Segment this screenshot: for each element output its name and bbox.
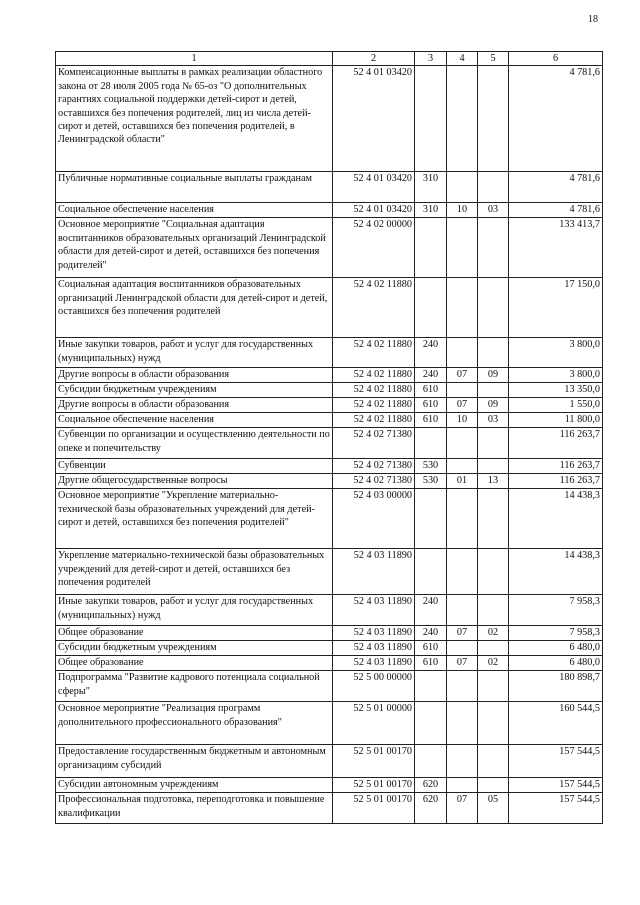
row-expense-type: 240 xyxy=(415,595,447,626)
row-amount: 14 438,3 xyxy=(509,549,603,595)
table-row xyxy=(56,626,603,641)
column-header-2: 2 xyxy=(333,52,415,66)
budget-table xyxy=(55,51,603,824)
table-row xyxy=(56,702,603,745)
row-amount: 116 263,7 xyxy=(509,474,603,489)
row-subsection: 03 xyxy=(478,413,509,428)
table-row xyxy=(56,413,603,428)
row-section xyxy=(447,595,478,626)
row-subsection xyxy=(478,702,509,745)
row-name: Иные закупки товаров, работ и услуг для государственных (муниципальных) нужд xyxy=(56,338,333,368)
row-target-code: 52 4 01 03420 xyxy=(333,172,415,203)
row-section: 10 xyxy=(447,413,478,428)
row-target-code: 52 4 03 11890 xyxy=(333,626,415,641)
row-target-code: 52 4 02 11880 xyxy=(333,278,415,338)
row-amount: 11 800,0 xyxy=(509,413,603,428)
table-row xyxy=(56,778,603,793)
row-amount: 6 480,0 xyxy=(509,641,603,656)
row-section xyxy=(447,671,478,702)
row-section: 01 xyxy=(447,474,478,489)
table-body xyxy=(56,66,603,824)
row-subsection xyxy=(478,459,509,474)
row-amount: 133 413,7 xyxy=(509,218,603,278)
row-subsection xyxy=(478,671,509,702)
row-subsection xyxy=(478,549,509,595)
row-target-code: 52 4 03 11890 xyxy=(333,549,415,595)
row-amount: 157 544,5 xyxy=(509,778,603,793)
table-row xyxy=(56,459,603,474)
page-number: 18 xyxy=(588,14,598,25)
row-name: Основное мероприятие "Социальная адаптация воспитанников образовательных организаций Ленинградской области для детей-сирот и детей, оставшихся без попечения родителей" xyxy=(56,218,333,278)
table-row xyxy=(56,656,603,671)
row-name: Предоставление государственным бюджетным и автономным организациям субсидий xyxy=(56,745,333,778)
row-subsection xyxy=(478,595,509,626)
row-expense-type: 530 xyxy=(415,474,447,489)
row-subsection: 09 xyxy=(478,368,509,383)
table-row xyxy=(56,428,603,459)
row-subsection: 02 xyxy=(478,626,509,641)
table-row xyxy=(56,641,603,656)
row-section xyxy=(447,172,478,203)
row-name: Укрепление материально-технической базы образовательных учреждений для детей-сирот и детей, оставшихся без попечения родителей xyxy=(56,549,333,595)
row-amount: 7 958,3 xyxy=(509,626,603,641)
row-expense-type: 620 xyxy=(415,793,447,824)
column-header-4: 4 xyxy=(447,52,478,66)
row-subsection xyxy=(478,383,509,398)
row-subsection: 02 xyxy=(478,656,509,671)
column-header-6: 6 xyxy=(509,52,603,66)
row-amount: 4 781,6 xyxy=(509,203,603,218)
row-target-code: 52 4 02 11880 xyxy=(333,338,415,368)
row-expense-type: 610 xyxy=(415,656,447,671)
table-row xyxy=(56,203,603,218)
row-section xyxy=(447,383,478,398)
table-row xyxy=(56,66,603,172)
row-target-code: 52 4 02 11880 xyxy=(333,368,415,383)
row-section xyxy=(447,641,478,656)
row-expense-type xyxy=(415,66,447,172)
row-name: Другие вопросы в области образования xyxy=(56,368,333,383)
row-expense-type: 530 xyxy=(415,459,447,474)
row-amount: 13 350,0 xyxy=(509,383,603,398)
row-section: 07 xyxy=(447,368,478,383)
row-name: Социальное обеспечение населения xyxy=(56,413,333,428)
row-subsection xyxy=(478,428,509,459)
row-amount: 157 544,5 xyxy=(509,745,603,778)
row-expense-type: 610 xyxy=(415,413,447,428)
row-amount: 6 480,0 xyxy=(509,656,603,671)
row-target-code: 52 4 02 71380 xyxy=(333,459,415,474)
row-target-code: 52 4 03 11890 xyxy=(333,656,415,671)
row-target-code: 52 4 02 11880 xyxy=(333,413,415,428)
row-target-code: 52 5 01 00000 xyxy=(333,702,415,745)
row-subsection: 09 xyxy=(478,398,509,413)
row-expense-type xyxy=(415,428,447,459)
row-subsection xyxy=(478,338,509,368)
row-amount: 4 781,6 xyxy=(509,172,603,203)
row-expense-type: 310 xyxy=(415,172,447,203)
row-amount: 7 958,3 xyxy=(509,595,603,626)
table-row xyxy=(56,549,603,595)
row-section xyxy=(447,428,478,459)
row-section xyxy=(447,218,478,278)
row-expense-type xyxy=(415,278,447,338)
table-row xyxy=(56,671,603,702)
row-section xyxy=(447,549,478,595)
row-section: 07 xyxy=(447,626,478,641)
row-subsection xyxy=(478,641,509,656)
row-section xyxy=(447,489,478,549)
row-name: Основное мероприятие "Укрепление материально-технической базы образовательных учреждений для детей-сирот и детей, оставшихся без попечения родителей" xyxy=(56,489,333,549)
row-expense-type: 610 xyxy=(415,641,447,656)
row-expense-type xyxy=(415,671,447,702)
row-amount: 116 263,7 xyxy=(509,459,603,474)
row-section xyxy=(447,702,478,745)
row-target-code: 52 4 02 11880 xyxy=(333,383,415,398)
row-amount: 14 438,3 xyxy=(509,489,603,549)
row-subsection: 05 xyxy=(478,793,509,824)
row-expense-type xyxy=(415,745,447,778)
row-name: Другие вопросы в области образования xyxy=(56,398,333,413)
row-amount: 4 781,6 xyxy=(509,66,603,172)
row-section xyxy=(447,778,478,793)
row-section xyxy=(447,278,478,338)
table-row xyxy=(56,793,603,824)
row-expense-type: 620 xyxy=(415,778,447,793)
row-expense-type xyxy=(415,549,447,595)
row-expense-type xyxy=(415,702,447,745)
row-target-code: 52 5 00 00000 xyxy=(333,671,415,702)
row-section: 07 xyxy=(447,656,478,671)
row-subsection xyxy=(478,278,509,338)
row-expense-type: 310 xyxy=(415,203,447,218)
row-subsection xyxy=(478,218,509,278)
row-amount: 17 150,0 xyxy=(509,278,603,338)
row-name: Социальная адаптация воспитанников образовательных организаций Ленинградской области для детей-сирот и детей, оставшихся без попечения родителей xyxy=(56,278,333,338)
row-name: Основное мероприятие "Реализация программ дополнительного профессионального образования" xyxy=(56,702,333,745)
row-target-code: 52 4 02 71380 xyxy=(333,428,415,459)
row-subsection xyxy=(478,172,509,203)
row-name: Субсидии автономным учреждениям xyxy=(56,778,333,793)
row-section xyxy=(447,459,478,474)
row-amount: 157 544,5 xyxy=(509,793,603,824)
row-section: 10 xyxy=(447,203,478,218)
column-header-5: 5 xyxy=(478,52,509,66)
row-target-code: 52 5 01 00170 xyxy=(333,793,415,824)
row-amount: 116 263,7 xyxy=(509,428,603,459)
row-amount: 3 800,0 xyxy=(509,338,603,368)
row-target-code: 52 4 01 03420 xyxy=(333,203,415,218)
row-name: Иные закупки товаров, работ и услуг для государственных (муниципальных) нужд xyxy=(56,595,333,626)
row-expense-type xyxy=(415,489,447,549)
row-target-code: 52 4 03 00000 xyxy=(333,489,415,549)
row-amount: 160 544,5 xyxy=(509,702,603,745)
column-header-3: 3 xyxy=(415,52,447,66)
row-name: Субсидии бюджетным учреждениям xyxy=(56,641,333,656)
column-header-1: 1 xyxy=(56,52,333,66)
row-subsection xyxy=(478,66,509,172)
row-name: Профессиональная подготовка, переподготовка и повышение квалификации xyxy=(56,793,333,824)
row-target-code: 52 5 01 00170 xyxy=(333,745,415,778)
row-target-code: 52 4 02 11880 xyxy=(333,398,415,413)
table-row xyxy=(56,338,603,368)
row-target-code: 52 4 03 11890 xyxy=(333,595,415,626)
row-amount: 3 800,0 xyxy=(509,368,603,383)
row-name: Социальное обеспечение населения xyxy=(56,203,333,218)
table-row xyxy=(56,474,603,489)
table-row xyxy=(56,745,603,778)
row-name: Публичные нормативные социальные выплаты гражданам xyxy=(56,172,333,203)
row-name: Другие общегосударственные вопросы xyxy=(56,474,333,489)
row-name: Общее образование xyxy=(56,626,333,641)
row-name: Компенсационные выплаты в рамках реализации областного закона от 28 июля 2005 года № 65-оз "О дополнительных гарантиях социальной поддержки детей-сирот и детей, оставшихся без попечения родителей, лиц из числа детей-сирот и детей, оставшихся без попечения родителей, в Ленинградской области" xyxy=(56,66,333,172)
row-subsection: 03 xyxy=(478,203,509,218)
row-expense-type: 610 xyxy=(415,383,447,398)
row-target-code: 52 4 03 11890 xyxy=(333,641,415,656)
row-name: Подпрограмма "Развитие кадрового потенциала социальной сферы" xyxy=(56,671,333,702)
table-row xyxy=(56,368,603,383)
row-name: Субвенции xyxy=(56,459,333,474)
row-name: Субвенции по организации и осуществлению деятельности по опеке и попечительству xyxy=(56,428,333,459)
row-expense-type: 610 xyxy=(415,398,447,413)
row-section xyxy=(447,338,478,368)
row-expense-type: 240 xyxy=(415,368,447,383)
row-subsection xyxy=(478,745,509,778)
row-name: Общее образование xyxy=(56,656,333,671)
row-section: 07 xyxy=(447,398,478,413)
table-row xyxy=(56,398,603,413)
row-target-code: 52 5 01 00170 xyxy=(333,778,415,793)
row-target-code: 52 4 02 71380 xyxy=(333,474,415,489)
table-row xyxy=(56,489,603,549)
table-row xyxy=(56,278,603,338)
row-subsection xyxy=(478,489,509,549)
table-row xyxy=(56,383,603,398)
row-amount: 180 898,7 xyxy=(509,671,603,702)
row-subsection xyxy=(478,778,509,793)
row-section: 07 xyxy=(447,793,478,824)
row-target-code: 52 4 01 03420 xyxy=(333,66,415,172)
table-header-row xyxy=(56,52,603,66)
row-name: Субсидии бюджетным учреждениям xyxy=(56,383,333,398)
row-expense-type: 240 xyxy=(415,626,447,641)
row-section xyxy=(447,66,478,172)
table-row xyxy=(56,172,603,203)
row-section xyxy=(447,745,478,778)
table-row xyxy=(56,218,603,278)
row-target-code: 52 4 02 00000 xyxy=(333,218,415,278)
row-expense-type: 240 xyxy=(415,338,447,368)
row-expense-type xyxy=(415,218,447,278)
row-amount: 1 550,0 xyxy=(509,398,603,413)
row-subsection: 13 xyxy=(478,474,509,489)
table-row xyxy=(56,595,603,626)
